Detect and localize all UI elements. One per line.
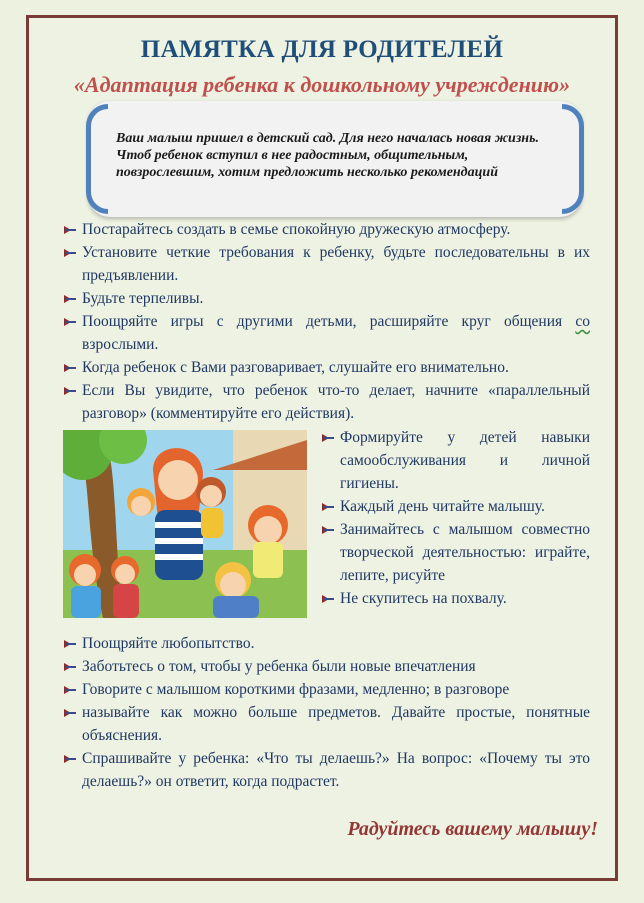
tips-list-top [64, 218, 590, 425]
list-item: Занимайтесь с малышом совместно творческой деятельностью: играйте, лепите, рисуйте [322, 518, 590, 587]
arrow-bullet-icon [64, 362, 76, 374]
tips-list-side [322, 426, 590, 610]
closing-text: Радуйтесь вашему малышу! [347, 818, 598, 840]
list-item: Не скупитесь на похвалу. [322, 587, 590, 610]
list-item: Поощряйте любопытство. [64, 632, 590, 655]
list-item: Поощряйте игры с другими детьми, расширяйте круг общения со взрослыми. [64, 310, 590, 356]
arrow-bullet-icon [322, 524, 334, 536]
list-item: Говорите с малышом короткими фразами, медленно; в разговоре [64, 678, 590, 701]
arrow-bullet-icon [64, 293, 76, 305]
arrow-bullet-icon [322, 593, 334, 605]
list-item: Постарайтесь создать в семье спокойную дружескую атмосферу. [64, 218, 590, 241]
arrow-bullet-icon [64, 638, 76, 650]
list-item: Когда ребенок с Вами разговаривает, слушайте его внимательно. [64, 356, 590, 379]
family-illustration-svg [63, 430, 307, 618]
arrow-bullet-icon [64, 247, 76, 259]
arrow-bullet-icon [322, 432, 334, 444]
page-title: ПАМЯТКА ДЛЯ РОДИТЕЛЕЙ [140, 36, 504, 63]
arrow-bullet-icon [322, 501, 334, 513]
arrow-bullet-icon [64, 224, 76, 236]
list-item: Если Вы увидите, что ребенок что-то делает, начните «параллельный разговор» (комментируйте его действия). [64, 379, 590, 425]
list-item: Каждый день читайте малышу. [322, 495, 590, 518]
arrow-bullet-icon [64, 753, 76, 765]
arrow-bullet-icon [64, 661, 76, 673]
arrow-bullet-icon [64, 316, 76, 328]
list-item: Установите четкие требования к ребенку, будьте последовательны в их предъявлении. [64, 241, 590, 287]
left-bracket-decoration [86, 104, 108, 214]
arrow-bullet-icon [64, 385, 76, 397]
spellcheck-word: со [575, 313, 590, 330]
intro-text: Ваш малыш пришел в детский сад. Для него началась новая жизнь. Чтоб ребенок вступил в нее радостным, общительным, повзрослевшим, хотим предложить несколько рекомендаций [116, 131, 539, 180]
arrow-bullet-icon [64, 707, 76, 719]
list-item: Формируйте у детей навыки самообслуживания и личной гигиены. [322, 426, 590, 495]
list-item: называйте как можно больше предметов. Давайте простые, понятные объяснения. [64, 701, 590, 747]
list-item: Будьте терпеливы. [64, 287, 590, 310]
family-cartoon-image [63, 430, 307, 618]
list-item: Спрашивайте у ребенка: «Что ты делаешь?» На вопрос: «Почему ты это делаешь?» он ответит, когда подрастет. [64, 747, 590, 793]
page-subtitle: «Адаптация ребенка к дошкольному учреждению» [73, 72, 571, 97]
tips-list-bottom [64, 632, 590, 793]
arrow-bullet-icon [64, 684, 76, 696]
list-item: Заботьтесь о том, чтобы у ребенка были новые впечатления [64, 655, 590, 678]
